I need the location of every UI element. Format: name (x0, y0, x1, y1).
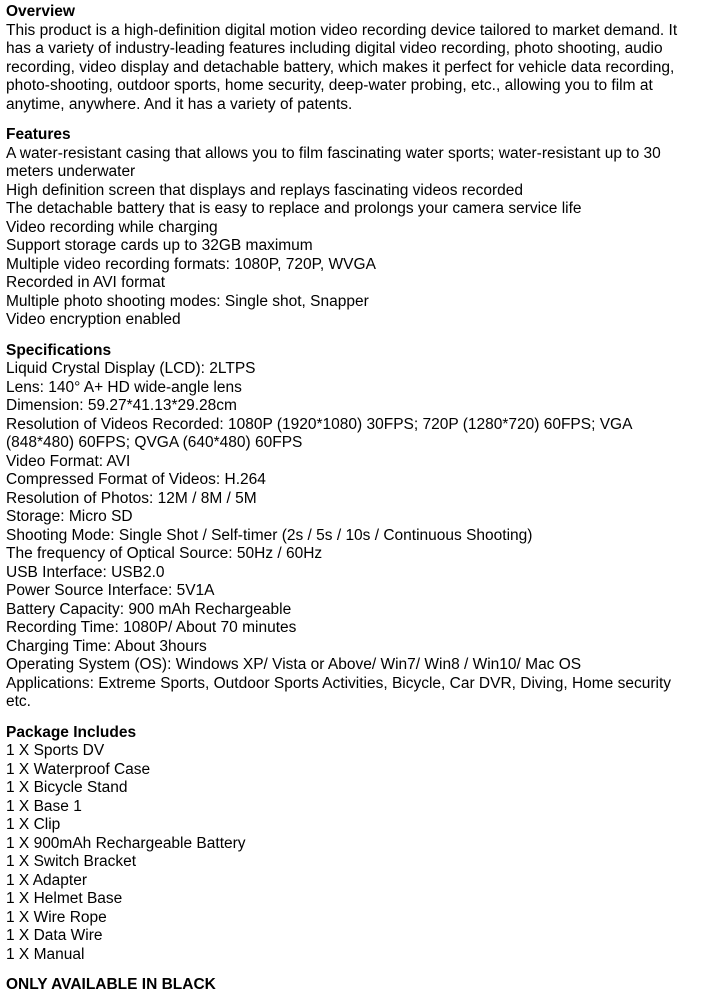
package-item: 1 X Switch Bracket (6, 853, 137, 870)
spec-item: Charging Time: About 3hours (6, 637, 207, 655)
spec-item: Storage: Micro SD (6, 508, 133, 525)
package-item: 1 X Base 1 (6, 797, 82, 815)
feature-item: Recorded in AVI format (6, 274, 166, 291)
feature-item: Support storage cards up to 32GB maximum (6, 237, 313, 254)
features-heading: Features (6, 126, 71, 143)
package-item: 1 X Clip (6, 816, 61, 833)
package-heading: Package Includes (6, 723, 137, 741)
feature-item: A water-resistant casing that allows you to film fascinating water sports; water-resistant up to 30 meters underwater (6, 144, 661, 180)
overview-text: This product is a high-definition digital motion video recording device tailored to market demand. It has a variety of industry-leading features including digital video recording, photo shooting, audio recording, video display and detachable battery, which makes it perfect for vehicle data recording, photo-shooting, outdoor sports, home security, deep-water probing, etc., allowing you to film at anytime, anywhere. And it has a variety of patents. (6, 21, 678, 113)
package-section (6, 724, 699, 965)
package-item: 1 X Data Wire (6, 927, 103, 944)
features-list (6, 145, 699, 330)
package-item: 1 X Helmet Base (6, 890, 123, 907)
spec-item: Dimension: 59.27*41.13*29.28cm (6, 397, 237, 414)
spec-item: Lens: 140° A+ HD wide-angle lens (6, 378, 242, 396)
package-item: 1 X Bicycle Stand (6, 779, 128, 796)
spec-item: Video Format: AVI (6, 452, 131, 470)
package-item: 1 X 900mAh Rechargeable Battery (6, 834, 246, 852)
package-item: 1 X Wire Rope (6, 908, 107, 926)
spec-item: The frequency of Optical Source: 50Hz / 60Hz (6, 545, 323, 562)
feature-item: High definition screen that displays and replays fascinating videos recorded (6, 181, 523, 199)
feature-item: Multiple video recording formats: 1080P, 720P, WVGA (6, 255, 376, 273)
specifications-list (6, 360, 699, 712)
spec-item: Compressed Format of Videos: H.264 (6, 471, 266, 488)
feature-item: The detachable battery that is easy to replace and prolongs your camera service life (6, 200, 582, 217)
feature-item: Video recording while charging (6, 218, 218, 236)
spec-item: Resolution of Photos: 12M / 8M / 5M (6, 489, 257, 507)
package-item: 1 X Manual (6, 945, 85, 963)
spec-item: Liquid Crystal Display (LCD): 2LTPS (6, 360, 256, 377)
spec-item: USB Interface: USB2.0 (6, 563, 165, 581)
package-item: 1 X Adapter (6, 871, 88, 889)
spec-item: Shooting Mode: Single Shot / Self-timer (2s / 5s / 10s / Continuous Shooting) (6, 526, 533, 544)
specifications-section (6, 342, 699, 712)
spec-item: Resolution of Videos Recorded: 1080P (1920*1080) 30FPS; 720P (1280*720) 60FPS; VGA (848*480) 60FPS; QVGA (640*480) 60FPS (6, 415, 632, 451)
spec-item: Recording Time: 1080P/ About 70 minutes (6, 619, 297, 636)
feature-item: Multiple photo shooting modes: Single shot, Snapper (6, 292, 369, 310)
overview-section (6, 3, 699, 114)
overview-heading: Overview (6, 3, 75, 20)
availability-note: ONLY AVAILABLE IN BLACK (6, 976, 216, 993)
spec-item: Applications: Extreme Sports, Outdoor Sports Activities, Bicycle, Car DVR, Diving, Home security etc. (6, 674, 672, 710)
package-item: 1 X Waterproof Case (6, 760, 151, 778)
package-list (6, 742, 699, 964)
feature-item: Video encryption enabled (6, 311, 181, 328)
specifications-heading: Specifications (6, 341, 112, 359)
spec-item: Operating System (OS): Windows XP/ Vista or Above/ Win7/ Win8 / Win10/ Mac OS (6, 656, 582, 673)
features-section (6, 126, 699, 330)
package-item: 1 X Sports DV (6, 742, 105, 759)
spec-item: Battery Capacity: 900 mAh Rechargeable (6, 600, 292, 618)
spec-item: Power Source Interface: 5V1A (6, 582, 215, 599)
